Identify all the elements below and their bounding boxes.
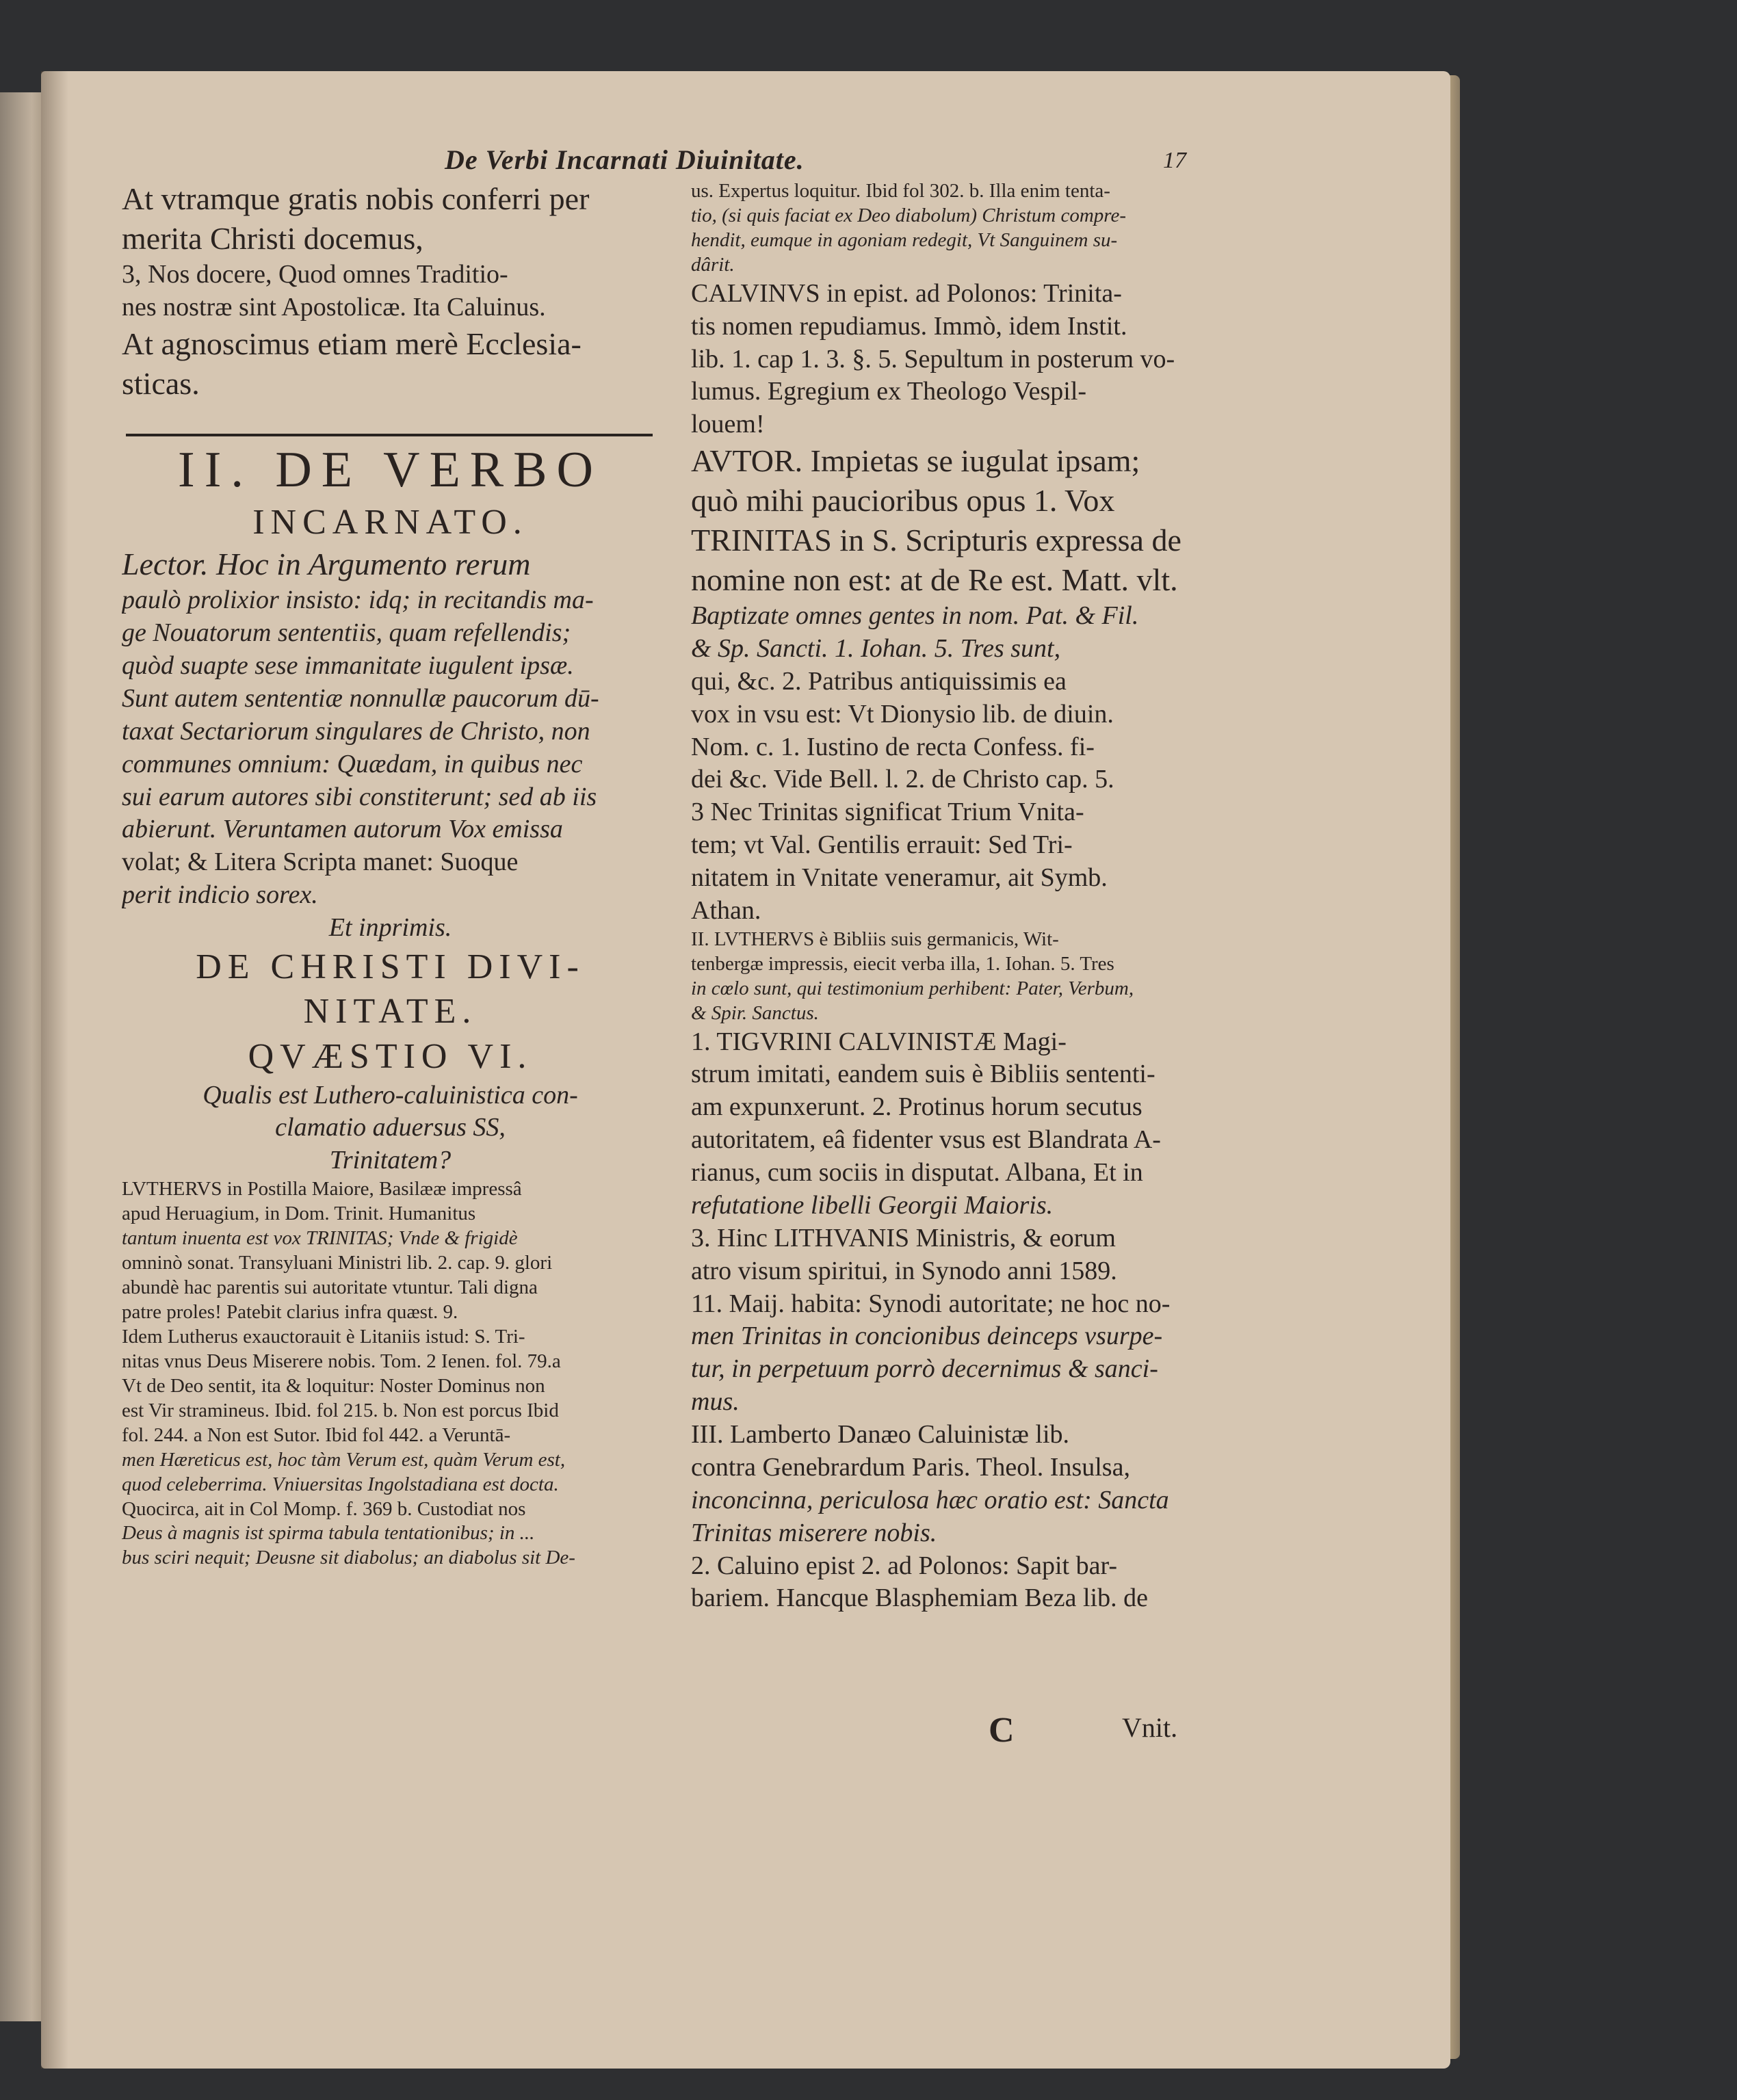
text-line: Athan. <box>691 895 761 925</box>
text-line: Nom. c. 1. Iustino de recta Confess. fi- <box>691 732 1095 761</box>
text-line: merita Christi docemus, <box>122 220 423 256</box>
running-head: De Verbi Incarnati Diuinitate. <box>445 144 805 175</box>
signature-mark: C <box>989 1711 1015 1750</box>
text-line: 3. Hinc LITHVANIS Ministris, & eorum <box>691 1223 1116 1252</box>
text-line: volat; & Litera Scripta manet: Suoque <box>122 848 519 877</box>
text-line: abundè hac parentis sui autoritate vtuntur. Tali digna <box>122 1276 538 1298</box>
text-line: 2. Caluino epist 2. ad Polonos: Sapit bar- <box>691 1551 1118 1580</box>
text-line: patre proles! Patebit clarius infra quæst. 9. <box>122 1300 458 1323</box>
text-line: TRINITAS in S. Scripturis expressa de <box>691 523 1181 558</box>
section-rule <box>126 434 653 436</box>
text-line: Trinitatem? <box>329 1146 452 1175</box>
catchword: Vnit. <box>1122 1712 1178 1743</box>
text-line: II. LVTHERVS è Bibliis suis germanicis, Wit- <box>691 928 1059 950</box>
text-line: nes nostræ sint Apostolicæ. Ita Caluinus. <box>122 292 546 321</box>
text-line: Vt de Deo sentit, ita & loquitur: Noster Dominus non <box>122 1374 545 1397</box>
text-line: lib. 1. cap 1. 3. §. 5. Sepultum in posterum vo- <box>691 344 1175 373</box>
text-line: tio, (si quis faciat ex Deo diabolum) Christum compre- <box>691 204 1127 226</box>
text-line: tis nomen repudiamus. Immò, idem Instit. <box>691 311 1127 341</box>
text-line: QVÆSTIO VI. <box>248 1037 533 1076</box>
text-line: tantum inuenta est vox TRINITAS; Vnde & frigidè <box>122 1227 518 1250</box>
text-line: strum imitati, eandem suis è Bibliis sententi- <box>691 1060 1155 1089</box>
text-line: in cœlo sunt, qui testimonium perhibent: Pater, Verbum, <box>691 977 1134 999</box>
text-line: dârit. <box>691 253 735 276</box>
text-line: Quocirca, ait in Col Momp. f. 369 b. Custodiat nos <box>122 1497 526 1520</box>
page-number: 17 <box>1163 148 1186 173</box>
text-line: tem; vt Val. Gentilis errauit: Sed Tri- <box>691 830 1073 860</box>
text-line: bariem. Hancque Blasphemiam Beza lib. de <box>691 1584 1148 1613</box>
text-line: omninò sonat. Transyluani Ministri lib. 2. cap. 9. glori <box>122 1252 553 1274</box>
text-line: lumus. Egregium ex Theologo Vespil- <box>691 377 1087 406</box>
text-line: refutatione libelli Georgii Maioris. <box>691 1190 1054 1220</box>
text-line: 3, Nos docere, Quod omnes Traditio- <box>122 259 508 289</box>
text-line: dei &c. Vide Bell. l. 2. de Christo cap. 5. <box>691 765 1114 794</box>
text-line: At agnoscimus etiam merè Ecclesia- <box>122 326 582 361</box>
text-line: quòd suapte sese immanitate iugulent ipsæ. <box>122 651 574 681</box>
text-line: mus. <box>691 1387 740 1417</box>
left-text-column <box>122 179 659 1571</box>
text-line: sticas. <box>122 365 200 401</box>
text-line: Lector. Hoc in Argumento rerum <box>122 547 531 582</box>
text-line: Deus à magnis ist spirma tabula tentationibus; in ... <box>122 1522 535 1545</box>
text-line: II. DE VERBO <box>178 441 603 498</box>
page-gutter-shadow <box>41 71 68 2069</box>
text-line: Baptizate omnes gentes in nom. Pat. & Fil. <box>691 601 1139 630</box>
text-line: contra Genebrardum Paris. Theol. Insulsa, <box>691 1452 1130 1482</box>
text-line: fol. 244. a Non est Sutor. Ibid fol 442. a Veruntā- <box>122 1423 511 1446</box>
text-line: bus sciri nequit; Deusne sit diabolus; an diabolus sit De- <box>122 1547 575 1569</box>
text-line: inconcinna, periculosa hæc oratio est: Sancta <box>691 1485 1169 1514</box>
text-line: us. Expertus loquitur. Ibid fol 302. b. Illa enim tenta- <box>691 180 1110 202</box>
text-line: INCARNATO. <box>252 502 528 542</box>
facing-page-edge <box>0 92 45 2021</box>
text-line: atro visum spiritui, in Synodo anni 1589. <box>691 1256 1117 1285</box>
right-text-column <box>691 179 1228 1615</box>
text-line: apud Heruagium, in Dom. Trinit. Humanitus <box>122 1203 476 1225</box>
text-line: tenbergæ impressis, eiecit verba illa, 1. Iohan. 5. Tres <box>691 952 1114 975</box>
text-line: Qualis est Luthero-caluinistica con- <box>203 1080 578 1110</box>
text-line: tur, in perpetuum porrò decernimus & sanci- <box>691 1354 1158 1384</box>
text-line: LVTHERVS in Postilla Maiore, Basilææ impressâ <box>122 1178 522 1200</box>
text-line: clamatio aduersus SS, <box>275 1113 506 1142</box>
text-line: DE CHRISTI DIVI- <box>196 947 585 986</box>
text-line: autoritatem, eâ fidenter vsus est Blandrata A- <box>691 1125 1161 1155</box>
text-line: am expunxerunt. 2. Protinus horum secutus <box>691 1092 1142 1122</box>
text-line: vox in vsu est: Vt Dionysio lib. de diuin. <box>691 699 1114 729</box>
text-line: men Trinitas in concionibus deinceps vsurpe- <box>691 1322 1163 1351</box>
text-line: 11. Maij. habita: Synodi autoritate; ne hoc no- <box>691 1289 1171 1318</box>
text-line: Sunt autem sententiæ nonnullæ paucorum dū- <box>122 683 599 713</box>
text-line: Et inprimis. <box>328 913 452 943</box>
text-line: ge Nouatorum sententiis, quam refellendis; <box>122 618 571 648</box>
text-line: abierunt. Veruntamen autorum Vox emissa <box>122 815 563 844</box>
text-line: quò mihi paucioribus opus 1. Vox <box>691 483 1115 519</box>
text-line: 3 Nec Trinitas significat Trium Vnita- <box>691 798 1084 827</box>
text-line: men Hæreticus est, hoc tàm Verum est, quàm Verum est, <box>122 1448 566 1471</box>
text-line: CALVINVS in epist. ad Polonos: Trinita- <box>691 278 1122 308</box>
text-line: & Spir. Sanctus. <box>691 1001 819 1024</box>
text-line: taxat Sectariorum singulares de Christo, non <box>122 716 590 746</box>
text-line: rianus, cum sociis in disputat. Albana, Et in <box>691 1158 1143 1187</box>
text-line: qui, &c. 2. Patribus antiquissimis ea <box>691 666 1067 696</box>
text-line: perit indicio sorex. <box>122 880 318 910</box>
text-line: hendit, eumque in agoniam redegit, Vt Sanguinem su- <box>691 228 1118 251</box>
text-line: est Vir stramineus. Ibid. fol 215. b. Non est porcus Ibid <box>122 1399 559 1421</box>
text-line: sui earum autores sibi constiterunt; sed ab iis <box>122 782 597 811</box>
text-line: paulò prolixior insisto: idq; in recitandis ma- <box>122 586 594 615</box>
text-line: nitas vnus Deus Miserere nobis. Tom. 2 Ienen. fol. 79.a <box>122 1350 561 1372</box>
text-line: Trinitas miserere nobis. <box>691 1518 937 1547</box>
text-line: louem! <box>691 410 765 439</box>
text-line: nitatem in Vnitate veneramur, ait Symb. <box>691 863 1108 892</box>
text-line: communes omnium: Quædam, in quibus nec <box>122 749 583 778</box>
text-line: & Sp. Sancti. 1. Iohan. 5. Tres sunt, <box>691 633 1061 663</box>
text-line: 1. TIGVRINI CALVINISTÆ Magi- <box>691 1027 1067 1056</box>
text-line: AVTOR. Impietas se iugulat ipsam; <box>691 443 1140 479</box>
text-line: III. Lamberto Danæo Caluinistæ lib. <box>691 1420 1070 1449</box>
text-line: Idem Lutherus exauctorauit è Litaniis istud: S. Tri- <box>122 1325 525 1348</box>
text-line: NITATE. <box>303 992 478 1032</box>
text-line: nomine non est: at de Re est. Matt. vlt. <box>691 562 1178 598</box>
text-line: At vtramque gratis nobis conferri per <box>122 181 590 216</box>
text-line: quod celeberrima. Vniuersitas Ingolstadiana est docta. <box>122 1473 559 1495</box>
